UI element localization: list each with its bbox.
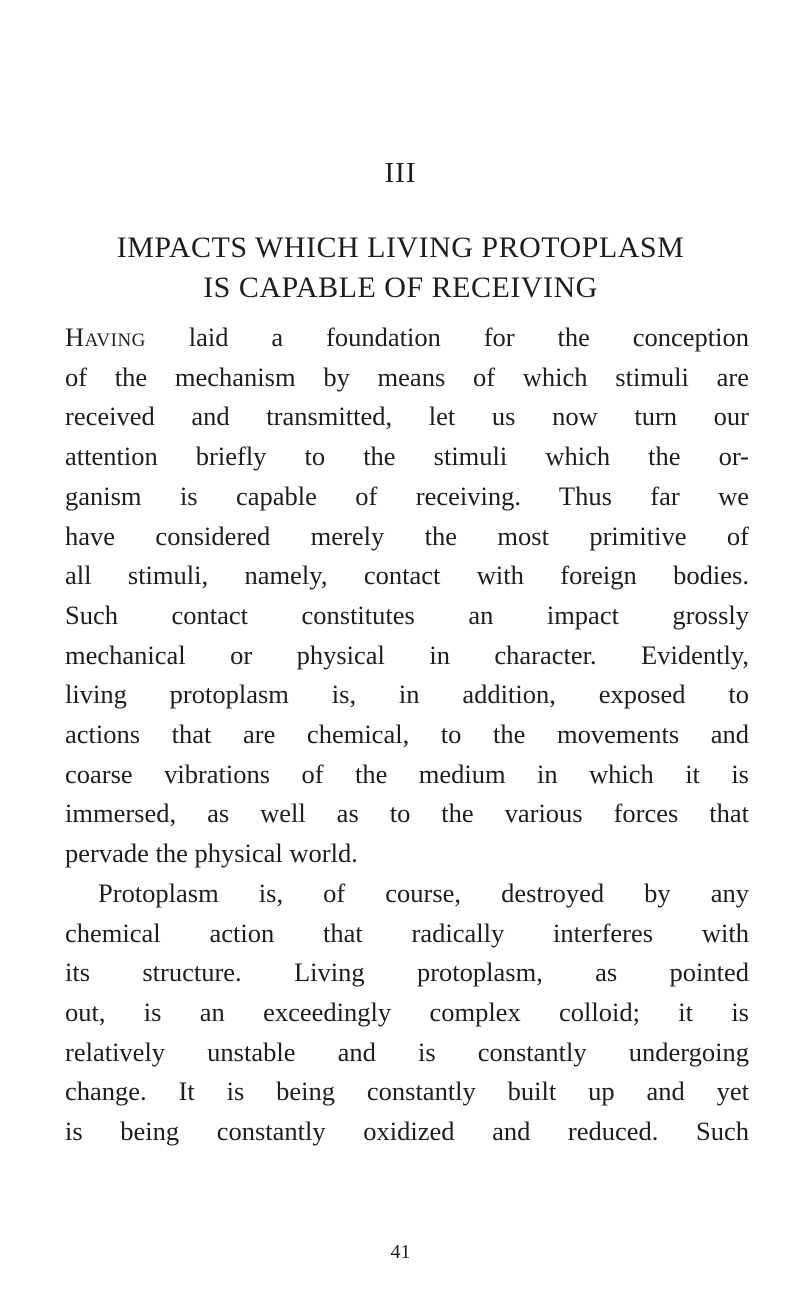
chapter-title-line: IMPACTS WHICH LIVING PROTOPLASM xyxy=(116,231,685,264)
text-line: received and transmitted, let us now turn our xyxy=(65,401,749,432)
text-line: of the mechanism by means of which stimuli are xyxy=(65,361,749,392)
body-text xyxy=(65,318,749,1152)
text-line xyxy=(65,318,749,358)
text-line: coarse vibrations of the medium in which it is xyxy=(65,758,749,789)
text-line: is being constantly oxidized and reduced. Such xyxy=(65,1116,749,1147)
chapter-number: III xyxy=(384,157,417,189)
text-line: its structure. Living protoplasm, as pointed xyxy=(65,957,749,988)
text-line-rest: laid a foundation for the conception xyxy=(145,322,749,352)
text-line: attention briefly to the stimuli which the or- xyxy=(65,441,749,472)
text-line: immersed, as well as to the various forces that xyxy=(65,798,749,829)
text-line: all stimuli, namely, contact with foreign bodies. xyxy=(65,560,749,591)
text-line: living protoplasm is, in addition, exposed to xyxy=(65,679,749,710)
page-number: 41 xyxy=(390,1241,411,1263)
opening-word: Having xyxy=(65,322,146,352)
text-line: Protoplasm is, of course, destroyed by any xyxy=(98,877,749,908)
text-line: ganism is capable of receiving. Thus far we xyxy=(65,480,749,511)
text-line: chemical action that radically interferes with xyxy=(65,917,749,948)
text-line: mechanical or physical in character. Evidently, xyxy=(65,639,749,670)
text-line: pervade the physical world. xyxy=(65,838,358,869)
text-line: actions that are chemical, to the movements and xyxy=(65,719,749,750)
text-line: have considered merely the most primitive of xyxy=(65,520,749,551)
text-line: out, is an exceedingly complex colloid; it is xyxy=(65,996,749,1027)
chapter-title-line: IS CAPABLE OF RECEIVING xyxy=(203,271,598,304)
text-line: change. It is being constantly built up and yet xyxy=(65,1076,749,1107)
text-line: Such contact constitutes an impact grossly xyxy=(65,599,749,630)
text-line: relatively unstable and is constantly undergoing xyxy=(65,1036,749,1067)
chapter-title xyxy=(40,228,761,308)
